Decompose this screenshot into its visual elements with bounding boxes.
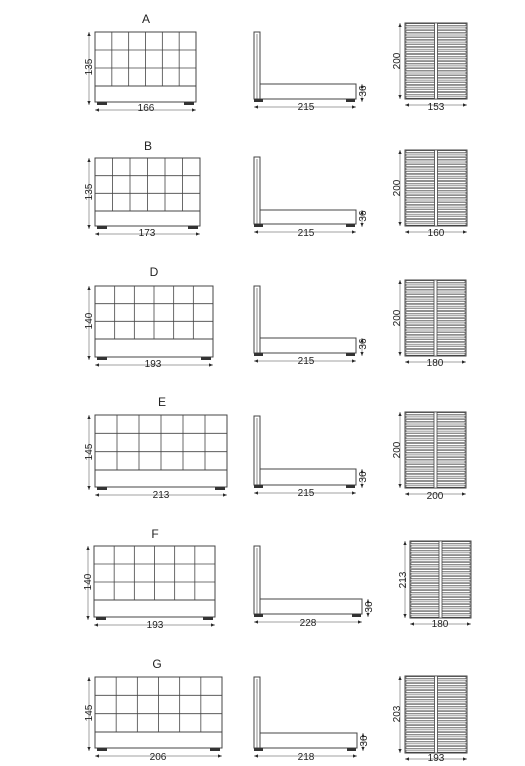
row-g <box>84 657 467 764</box>
side-foot-left <box>254 224 263 227</box>
front-width-label: 166 <box>137 103 155 114</box>
front-width-label: 193 <box>144 359 162 370</box>
front-height-label: 140 <box>84 312 95 330</box>
slat-length-label: 200 <box>392 441 403 459</box>
model-letter: E <box>157 395 167 409</box>
side-length-label: 215 <box>297 488 315 499</box>
front-height-label: 135 <box>84 58 95 76</box>
bed-foot-right <box>210 748 220 751</box>
slat-length-label: 200 <box>392 179 403 197</box>
side-view <box>254 416 369 499</box>
slat-view <box>392 676 467 764</box>
side-length-label: 228 <box>299 618 317 629</box>
side-frame <box>260 338 356 353</box>
slat-view <box>392 150 467 239</box>
row-d <box>84 265 466 370</box>
side-height-label: 36 <box>358 338 369 350</box>
front-width-label: 206 <box>149 752 167 763</box>
front-height-label: 140 <box>83 573 94 591</box>
bed-foot-right <box>188 226 198 229</box>
slat-center-beam <box>435 676 438 753</box>
slat-length-label: 200 <box>392 52 403 70</box>
side-length-label: 218 <box>297 752 315 763</box>
slat-length-label: 203 <box>392 705 403 723</box>
row-f <box>83 527 471 631</box>
bed-foot-right <box>203 617 213 620</box>
slat-width-label: 180 <box>426 358 444 369</box>
side-view <box>254 286 369 367</box>
side-height-label: 36 <box>358 210 369 222</box>
bed-foot-left <box>97 748 107 751</box>
side-foot-right <box>346 99 355 102</box>
slat-center-beam <box>435 150 438 226</box>
side-frame <box>260 733 357 748</box>
bed-foot-right <box>215 487 225 490</box>
side-foot-right <box>347 748 356 751</box>
front-width-label: 193 <box>146 620 164 631</box>
slat-center-beam <box>439 541 442 618</box>
front-view <box>84 677 222 763</box>
slat-center-beam <box>434 412 437 488</box>
row-e <box>84 395 466 502</box>
slat-view <box>392 412 466 502</box>
front-width-label: 213 <box>152 490 170 501</box>
slat-view <box>392 23 467 113</box>
bed-foot-left <box>96 617 106 620</box>
slat-view <box>398 541 471 630</box>
slat-width-label: 200 <box>426 491 444 502</box>
slat-length-label: 200 <box>392 309 403 327</box>
front-view <box>84 415 227 501</box>
side-frame <box>260 469 356 485</box>
slat-view <box>392 280 466 369</box>
slat-width-label: 180 <box>431 619 449 630</box>
front-view <box>84 32 196 114</box>
side-view <box>254 32 369 113</box>
side-foot-left <box>254 99 263 102</box>
side-height-label: 36 <box>358 85 369 97</box>
row-b <box>84 139 467 239</box>
front-height-label: 145 <box>84 704 95 722</box>
slat-center-beam <box>435 23 438 99</box>
side-foot-right <box>346 224 355 227</box>
slat-width-label: 153 <box>427 102 445 113</box>
bed-foot-left <box>97 102 107 105</box>
slat-width-label: 193 <box>427 753 445 764</box>
side-length-label: 215 <box>297 356 315 367</box>
side-frame <box>260 599 362 614</box>
side-frame <box>260 210 356 224</box>
model-letter: A <box>141 12 151 26</box>
model-letter: G <box>152 657 162 671</box>
side-foot-left <box>254 485 263 488</box>
side-foot-right <box>346 485 355 488</box>
front-view <box>84 158 200 239</box>
bed-foot-left <box>97 487 107 490</box>
front-height-label: 135 <box>84 183 95 201</box>
side-foot-left <box>254 748 263 751</box>
side-height-label: 36 <box>358 471 369 483</box>
side-view <box>254 546 375 629</box>
front-view <box>83 546 215 631</box>
row-a <box>84 12 467 114</box>
front-height-label: 145 <box>84 443 95 461</box>
bed-foot-right <box>184 102 194 105</box>
side-length-label: 215 <box>297 102 315 113</box>
side-frame <box>260 84 356 99</box>
side-foot-right <box>352 614 361 617</box>
side-length-label: 215 <box>297 228 315 239</box>
side-foot-right <box>346 353 355 356</box>
bed-foot-left <box>97 226 107 229</box>
model-letter: F <box>151 527 159 541</box>
side-foot-left <box>254 353 263 356</box>
model-letter: B <box>143 139 153 153</box>
front-view <box>84 286 213 370</box>
side-view <box>254 157 369 239</box>
bed-foot-left <box>97 357 107 360</box>
slat-length-label: 213 <box>398 571 409 589</box>
side-height-label: 36 <box>364 601 375 613</box>
bed-foot-right <box>201 357 211 360</box>
side-height-label: 36 <box>359 735 370 747</box>
side-foot-left <box>254 614 263 617</box>
side-view <box>254 677 370 763</box>
slat-width-label: 160 <box>427 228 445 239</box>
model-letter: D <box>149 265 159 279</box>
slat-center-beam <box>434 280 437 356</box>
front-width-label: 173 <box>138 228 156 239</box>
